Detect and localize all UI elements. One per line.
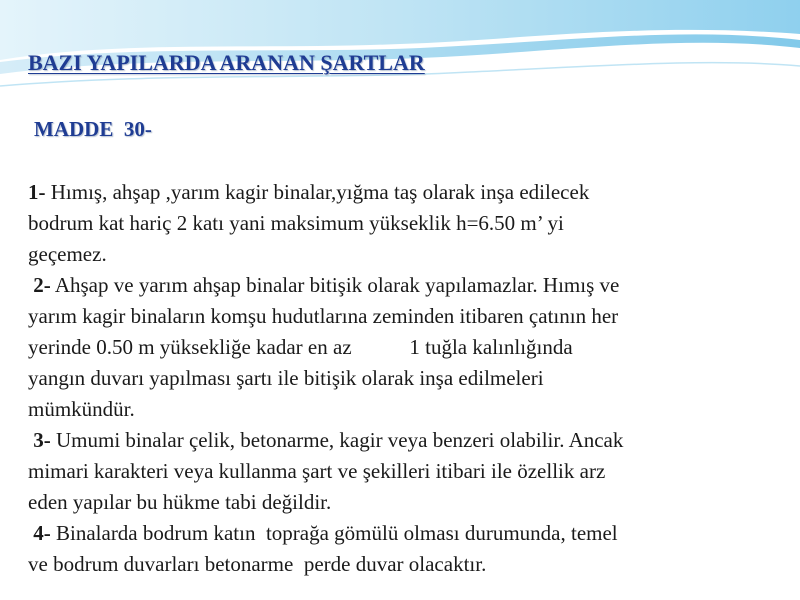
slide-title: BAZI YAPILARDA ARANAN ŞARTLAR: [28, 50, 425, 75]
text-line: mümkündür.: [28, 397, 135, 421]
text-line: [28, 425, 796, 456]
item-text: Binalarda bodrum katın toprağa gömülü olması durumunda, temel: [50, 521, 618, 545]
text-line: geçemez.: [28, 242, 107, 266]
list-item: [28, 518, 796, 580]
item-text: Ahşap ve yarım ahşap binalar bitişik olarak yapılamazlar. Hımış ve: [50, 273, 620, 297]
item-number: 1-: [28, 180, 46, 204]
item-number: 2-: [33, 273, 51, 297]
item-number: 3-: [33, 428, 51, 452]
text-line: ve bodrum duvarları betonarme perde duvar olacaktır.: [28, 552, 487, 576]
item-text: Umumi binalar çelik, betonarme, kagir veya benzeri olabilir. Ancak: [50, 428, 624, 452]
text-line: [28, 270, 796, 301]
text-line: yerinde 0.50 m yüksekliğe kadar en az 1 tuğla kalınlığında: [28, 335, 573, 359]
text-line: bodrum kat hariç 2 katı yani maksimum yükseklik h=6.50 m’ yi: [28, 211, 564, 235]
text-line: yangın duvarı yapılması şartı ile bitişik olarak inşa edilmeleri: [28, 366, 544, 390]
text-line: mimari karakteri veya kullanma şart ve şekilleri itibari ile özellik arz: [28, 459, 606, 483]
text-line: [28, 177, 796, 208]
list-item: [28, 425, 796, 518]
list-item: [28, 270, 796, 425]
text-line: [28, 518, 796, 549]
item-text: Hımış, ahşap ,yarım kagir binalar,yığma taş olarak inşa edilecek: [45, 180, 590, 204]
article-heading: MADDE 30-: [34, 117, 152, 141]
article-body: [28, 177, 796, 580]
text-line: yarım kagir binaların komşu hudutlarına zeminden itibaren çatının her: [28, 304, 619, 328]
text-line: eden yapılar bu hükme tabi değildir.: [28, 490, 332, 514]
list-item: [28, 177, 796, 270]
item-number: 4-: [33, 521, 51, 545]
